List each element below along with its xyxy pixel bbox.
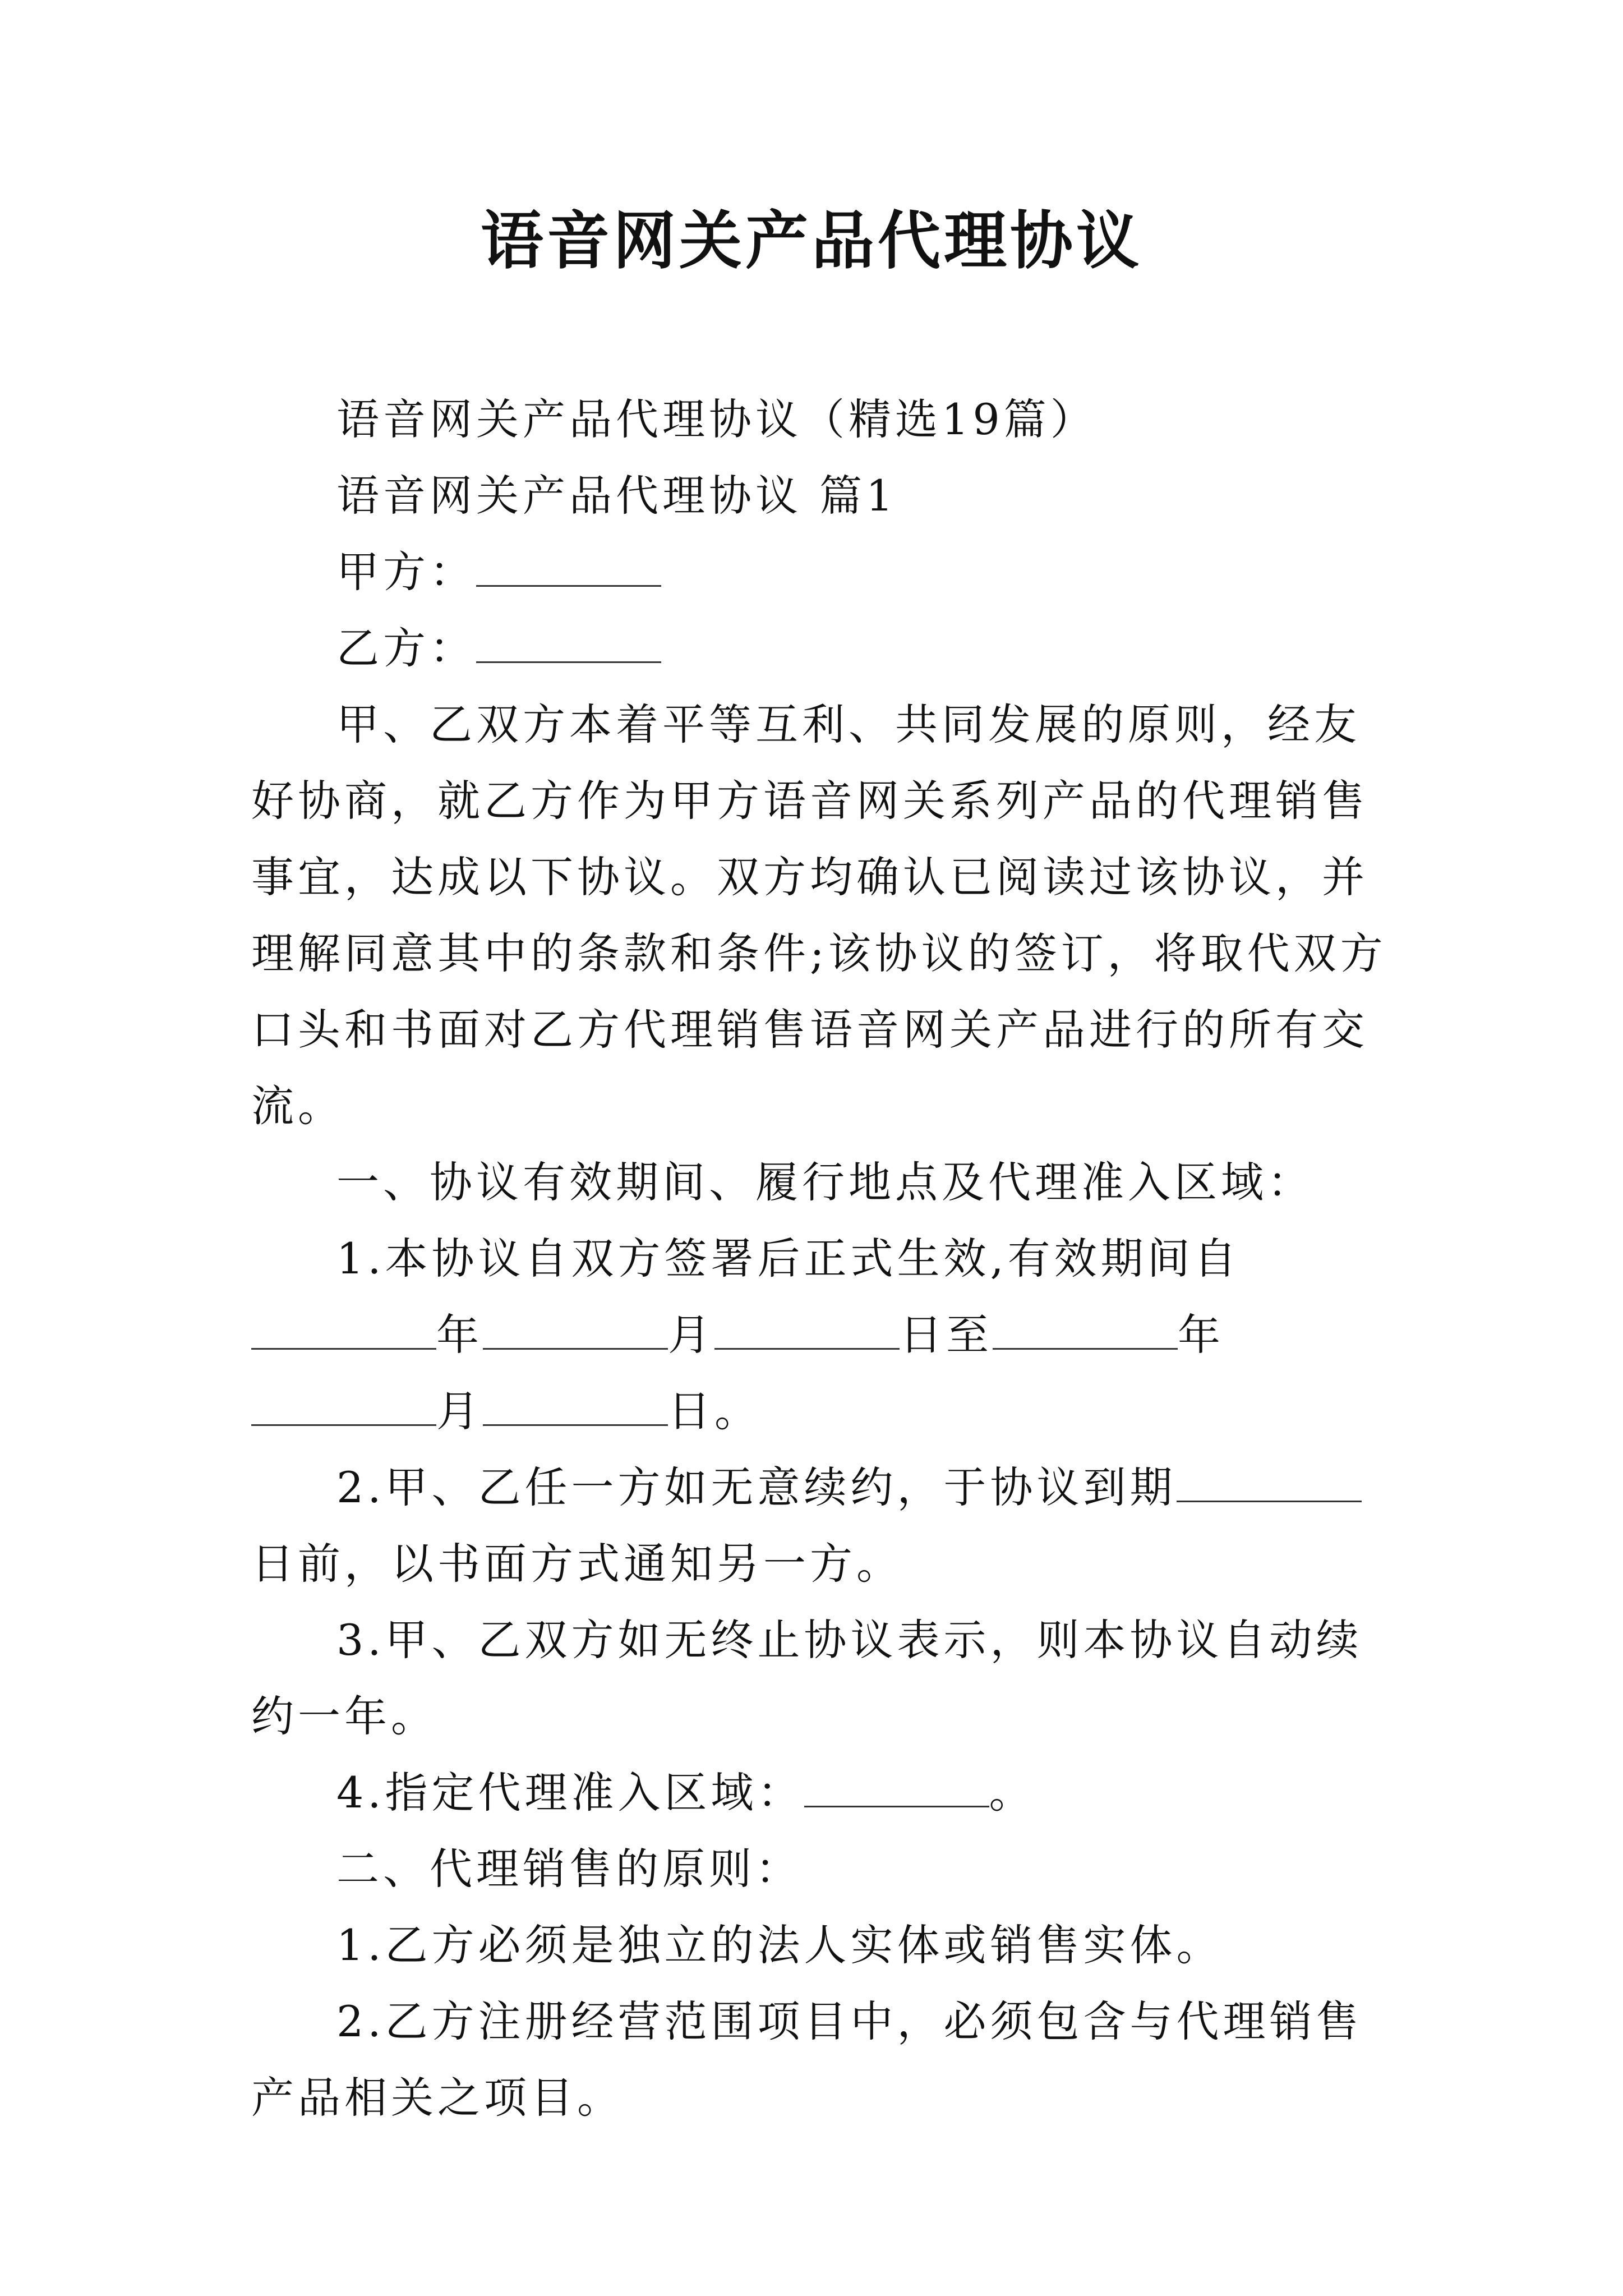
region-blank — [804, 1766, 989, 1807]
start-year-blank — [251, 1309, 436, 1350]
clause-1-1 — [251, 1221, 1390, 1450]
start-month-blank — [483, 1309, 668, 1350]
clause-heading-1: 一、协议有效期间、履行地点及代理准入区域： — [336, 1157, 1314, 1207]
clause-1-2-tail: 日前，以书面方式通知另一方。 — [251, 1539, 903, 1589]
month-label: 月 — [668, 1310, 714, 1360]
clause-1-1-text: 1.本协议自双方签署后正式生效,有效期间自 — [336, 1234, 1241, 1283]
clause-1-4-text: 4.指定代理准入区域： — [336, 1768, 804, 1818]
clause-1-2 — [251, 1450, 1390, 1602]
end-day-label: 日。 — [668, 1386, 761, 1436]
clause-heading-2: 二、代理销售的原则： — [336, 1844, 802, 1894]
end-month-label: 月 — [436, 1386, 483, 1436]
end-year-blank — [993, 1309, 1178, 1350]
party-b-label: 乙方： — [336, 623, 476, 673]
end-month-blank — [251, 1385, 436, 1426]
clause-1-2-text: 2.甲、乙任一方如无意续约，于协议到期 — [336, 1462, 1177, 1512]
document-body — [251, 381, 1390, 2136]
end-year-label: 年 — [1178, 1310, 1224, 1360]
section-heading: 语音网关产品代理协议 篇1 — [336, 471, 897, 521]
start-day-blank — [714, 1309, 900, 1350]
party-b-blank — [476, 622, 661, 663]
clause-1-4 — [251, 1755, 1390, 1831]
party-a-blank — [476, 546, 661, 587]
clause-2-2: 2.乙方注册经营范围项目中，必须包含与代理销售产品相关之项目。 — [251, 1996, 1363, 2123]
subtitle: 语音网关产品代理协议（精选19篇） — [336, 394, 1097, 444]
end-day-blank — [483, 1385, 668, 1426]
notice-days-blank — [1177, 1461, 1362, 1502]
day-to-label: 日至 — [900, 1310, 993, 1360]
party-a-label: 甲方： — [336, 547, 476, 597]
year-label: 年 — [436, 1310, 483, 1360]
party-b-line — [251, 610, 1390, 687]
clause-1-3: 3.甲、乙双方如无终止协议表示，则本协议自动续约一年。 — [251, 1615, 1363, 1741]
clause-1-4-tail: 。 — [989, 1768, 1036, 1818]
document-title: 语音网关产品代理协议 — [481, 204, 1142, 278]
clause-2-1: 1.乙方必须是独立的法人实体或销售实体。 — [336, 1920, 1223, 1970]
party-a-line — [251, 534, 1390, 610]
preamble-paragraph: 甲、乙双方本着平等互利、共同发展的原则，经友好协商，就乙方作为甲方语音网关系列产品的代理销售事宜，达成以下协议。双方均确认已阅读过该协议，并理解同意其中的条款和条件;该协议的签订，将取代双方口头和书面对乙方代理销售语音网关产品进行的所有交流。 — [251, 700, 1387, 1131]
